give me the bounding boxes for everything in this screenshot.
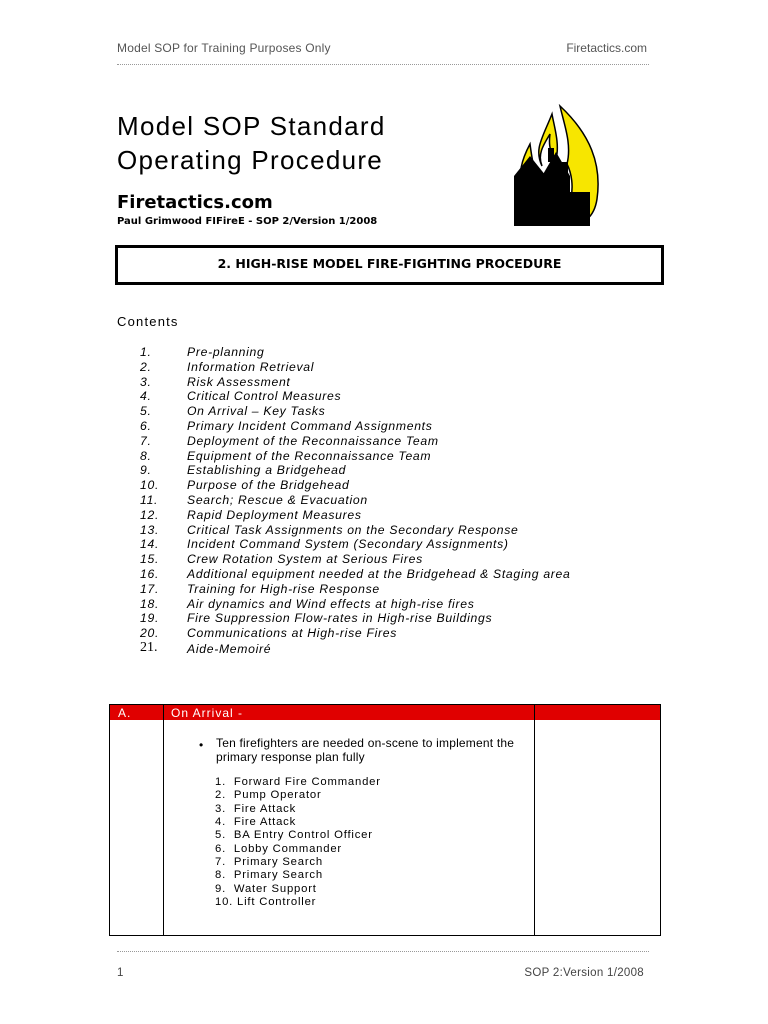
contents-item	[0, 597, 768, 612]
contents-item-label: Search; Rescue & Evacuation	[187, 492, 368, 507]
contents-item-number: 2.	[140, 359, 152, 374]
contents-item-label: Fire Suppression Flow-rates in High-rise Buildings	[187, 611, 493, 626]
contents-item-number: 12.	[140, 507, 160, 522]
contents-item-label: Critical Control Measures	[187, 389, 342, 404]
author-line: Paul Grimwood FIFireE - SOP 2/Version 1/2008	[117, 216, 378, 227]
page-number: 1	[117, 967, 124, 979]
contents-item	[0, 611, 768, 626]
page-header-right: Firetactics.com	[566, 41, 647, 55]
contents-item-number: 18.	[140, 596, 160, 611]
contents-item	[0, 552, 768, 567]
contents-item-label: Critical Task Assignments on the Secondary Response	[187, 522, 519, 537]
contents-item-number: 17.	[140, 581, 160, 596]
contents-item-number: 20.	[140, 626, 160, 641]
bullet-marker: •	[199, 738, 204, 752]
contents-item-label: Pre-planning	[187, 345, 265, 359]
role-item: 7. Primary Search	[215, 856, 323, 869]
contents-item	[0, 567, 768, 582]
title-line-2: Operating Procedure	[117, 145, 384, 175]
role-item: 3. Fire Attack	[215, 802, 297, 815]
contents-item-label: Incident Command System (Secondary Assignments)	[187, 537, 509, 552]
footer-divider	[117, 951, 649, 952]
role-item: 1. Forward Fire Commander	[215, 776, 381, 788]
on-arrival-table	[109, 704, 661, 936]
contents-item-label: Establishing a Bridgehead	[187, 463, 347, 478]
contents-item	[0, 626, 768, 641]
contents-item	[0, 463, 768, 478]
contents-item-number: 9.	[140, 463, 152, 478]
page-header-left: Model SOP for Training Purposes Only	[117, 41, 331, 55]
contents-item	[0, 508, 768, 523]
contents-item	[0, 389, 768, 404]
contents-item	[0, 537, 768, 552]
brand-name: Firetactics.com	[117, 192, 273, 213]
table-header-row	[110, 705, 660, 720]
contents-item-label: Aide-Memoiré	[187, 641, 272, 656]
contents-item-label: Deployment of the Reconnaissance Team	[187, 433, 439, 448]
contents-item	[0, 404, 768, 419]
role-item: 5. BA Entry Control Officer	[215, 829, 373, 842]
contents-item-number: 1.	[140, 345, 152, 359]
contents-item-number: 4.	[140, 389, 152, 404]
contents-item	[0, 360, 768, 375]
contents-item-label: Rapid Deployment Measures	[187, 507, 362, 522]
table-column-divider	[163, 705, 164, 935]
contents-item-number: 19.	[140, 611, 160, 626]
contents-item-number: 3.	[140, 374, 152, 389]
contents-item	[0, 641, 768, 656]
contents-item-number: 5.	[140, 404, 152, 419]
contents-item	[0, 493, 768, 508]
document-title	[117, 109, 386, 177]
contents-item-number: 7.	[140, 433, 152, 448]
role-item: 8. Primary Search	[215, 869, 323, 882]
contents-item-number: 16.	[140, 566, 160, 581]
title-line-1: Model SOP Standard	[117, 111, 386, 141]
role-list	[215, 776, 381, 909]
role-item: 2. Pump Operator	[215, 789, 322, 802]
contents-item-label: Information Retrieval	[187, 359, 315, 374]
contents-list	[0, 345, 768, 656]
role-item: 9. Water Support	[215, 882, 317, 895]
contents-item-number: 10.	[140, 478, 160, 493]
contents-item-label: Risk Assessment	[187, 374, 291, 389]
footer-version: SOP 2:Version 1/2008	[524, 967, 644, 979]
contents-item-label: On Arrival – Key Tasks	[187, 404, 326, 419]
contents-item-label: Crew Rotation System at Serious Fires	[187, 552, 423, 567]
contents-item	[0, 523, 768, 538]
contents-item-number: 11.	[140, 492, 159, 507]
contents-item-number: 6.	[140, 418, 152, 433]
role-item: 6. Lobby Commander	[215, 842, 342, 855]
burning-building-icon	[512, 104, 602, 226]
contents-item	[0, 434, 768, 449]
table-header-title: On Arrival -	[171, 706, 244, 720]
contents-item	[0, 449, 768, 464]
contents-item-label: Air dynamics and Wind effects at high-rise fires	[187, 596, 475, 611]
contents-item	[0, 582, 768, 597]
procedure-title: 2. HIGH-RISE MODEL FIRE-FIGHTING PROCEDURE	[217, 256, 562, 271]
contents-item-label: Purpose of the Bridgehead	[187, 478, 350, 493]
role-item: 4. Fire Attack	[215, 816, 297, 829]
contents-item-label: Training for High-rise Response	[187, 581, 380, 596]
contents-heading: Contents	[117, 314, 179, 329]
contents-item-number: 21.	[140, 639, 158, 655]
contents-item	[0, 478, 768, 493]
contents-item-label: Additional equipment needed at the Bridgehead & Staging area	[187, 566, 571, 581]
header-divider	[117, 64, 649, 65]
contents-item	[0, 375, 768, 390]
contents-item-number: 14.	[140, 537, 160, 552]
contents-item-number: 15.	[140, 552, 160, 567]
contents-item	[0, 345, 768, 360]
contents-item-number: 8.	[140, 448, 152, 463]
procedure-title-box	[115, 245, 664, 285]
contents-item-label: Equipment of the Reconnaissance Team	[187, 448, 432, 463]
contents-item-label: Communications at High-rise Fires	[187, 626, 398, 641]
contents-item-number: 13.	[140, 522, 160, 537]
role-item: 10. Lift Controller	[215, 896, 317, 909]
bullet-text: Ten firefighters are needed on-scene to implement the primary response plan fully	[216, 736, 515, 764]
table-header-section: A.	[118, 706, 132, 720]
contents-item-label: Primary Incident Command Assignments	[187, 418, 433, 433]
contents-item	[0, 419, 768, 434]
